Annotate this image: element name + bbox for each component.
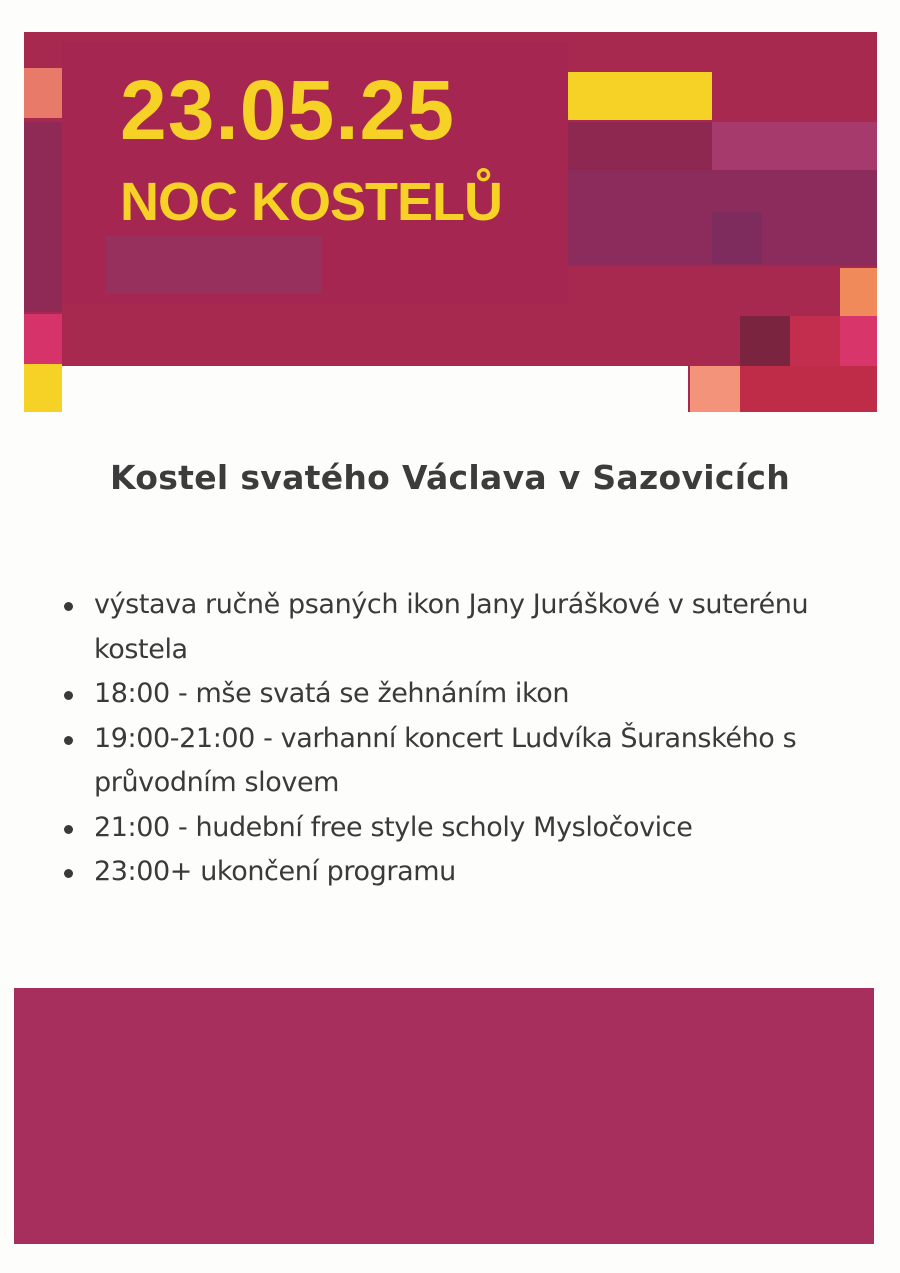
banner-purple-block — [106, 236, 322, 294]
footer-color-band — [14, 988, 874, 1244]
event-title: NOC KOSTELŮ — [120, 172, 503, 232]
bullet-icon — [64, 602, 73, 611]
program-item-text: 18:00 - mše svatá se žehnáním ikon — [94, 678, 570, 709]
banner-yellow-bar — [568, 72, 712, 120]
program-item — [58, 850, 878, 895]
program-item-text: 21:00 - hudební free style scholy Mysločovice — [94, 811, 693, 843]
banner-mauve-tile — [712, 122, 877, 170]
program-list — [58, 583, 878, 895]
banner-white-gap — [62, 366, 688, 412]
banner-violet-tile — [712, 212, 762, 264]
banner-yellow-tile — [24, 364, 62, 412]
bullet-icon — [64, 691, 73, 700]
program-item — [58, 806, 878, 851]
banner-left-strip — [24, 122, 62, 312]
program-item-text: výstava ručně psaných ikon Jany Juráškové v suterénu kostela — [94, 589, 809, 665]
program-item-text: 19:00-21:00 - varhanní koncert Ludvíka Šuranského s průvodním slovem — [94, 722, 797, 798]
church-title: Kostel svatého Václava v Sazovicích — [109, 458, 791, 497]
banner-hotpink-tile — [840, 316, 877, 366]
event-banner — [24, 32, 877, 412]
banner-dark-tile — [568, 122, 712, 170]
bullet-icon — [64, 736, 73, 745]
banner-peach-tile — [24, 68, 62, 118]
program-item — [58, 717, 878, 806]
bullet-icon — [64, 825, 73, 834]
program-item — [58, 672, 878, 717]
program-item-text: 23:00+ ukončení programu — [94, 856, 456, 887]
banner-orange-tile — [840, 268, 877, 316]
banner-pink-tile — [24, 314, 62, 364]
banner-crimson-tile — [740, 366, 877, 412]
banner-maroon-tile — [740, 316, 790, 366]
bullet-icon — [64, 869, 73, 878]
event-date: 23.05.25 — [120, 63, 455, 157]
program-item — [58, 583, 878, 672]
banner-salmon-tile — [690, 366, 740, 412]
